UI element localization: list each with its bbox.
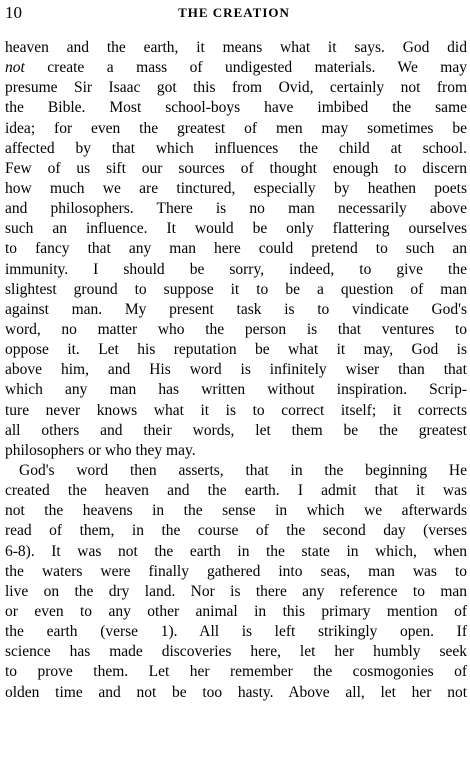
text-fragment: create a mass of undigested materials. We may (24, 59, 467, 77)
text-line: 6-8). It was not the earth in the state in which, when (5, 542, 467, 560)
text-line: immunity. I should be sorry, indeed, to give the (5, 260, 467, 278)
emphasis-text: not (5, 59, 25, 77)
text-line: slightest ground to suppose it to be a question of man (5, 280, 467, 298)
text-line: how much we are tinctured, especially by heathen poets (5, 179, 467, 197)
text-line: to fancy that any man here could pretend to such an (5, 240, 467, 258)
text-line: heaven and the earth, it means what it says. God did (5, 39, 467, 56)
running-title: THE CREATION (178, 5, 290, 20)
page-header (5, 2, 463, 24)
text-line: and philosophers. There is no man necessarily above (5, 200, 467, 218)
text-line (5, 58, 467, 78)
text-line: which any man has written without inspiration. Scrip- (5, 381, 467, 399)
text-line: all others and their words, let them be the greatest (5, 421, 467, 439)
text-line: the Bible. Most school-boys have imbibed the same (5, 99, 467, 117)
text-line: olden time and not be too hasty. Above all, let her not (5, 683, 467, 701)
text-line: or even to any other animal in this primary mention of (5, 602, 467, 620)
paragraph-end-line: philosophers or who they may. (5, 441, 196, 459)
text-line: against man. My present task is to vindicate God's (5, 300, 467, 318)
text-line: science has made discoveries here, let her humbly seek (5, 643, 467, 661)
page-number: 10 (5, 3, 22, 22)
text-line: such an influence. It would be only flattering ourselves (5, 220, 467, 238)
text-line: idea; for even the greatest of men may sometimes be (5, 119, 467, 137)
text-line: Few of us sift our sources of thought enough to discern (5, 159, 467, 177)
text-line: presume Sir Isaac got this from Ovid, certainly not from (5, 79, 467, 97)
text-line: created the heaven and the earth. I admit that it was (5, 482, 467, 500)
text-line: affected by that which influences the child at school. (5, 139, 467, 157)
text-line: ture never knows what it is to correct itself; it corrects (5, 401, 467, 419)
text-line: live on the dry land. Nor is there any reference to man (5, 582, 467, 600)
text-line: the waters were finally gathered into seas, man was to (5, 562, 467, 580)
text-line: to prove them. Let her remember the cosmogonies of (5, 663, 467, 681)
text-line: read of them, in the course of the second day (verses (5, 522, 467, 540)
text-line: above him, and His word is infinitely wiser than that (5, 361, 467, 379)
text-line: word, no matter who the person is that ventures to (5, 320, 467, 338)
paragraph-start-line: God's word then asserts, that in the beginning He (19, 461, 467, 479)
text-line: the earth (verse 1). All is left strikingly open. If (5, 623, 467, 641)
text-line: oppose it. Let his reputation be what it may, God is (5, 341, 467, 359)
text-line: not the heavens in the sense in which we afterwards (5, 502, 467, 520)
body-text (5, 38, 467, 703)
